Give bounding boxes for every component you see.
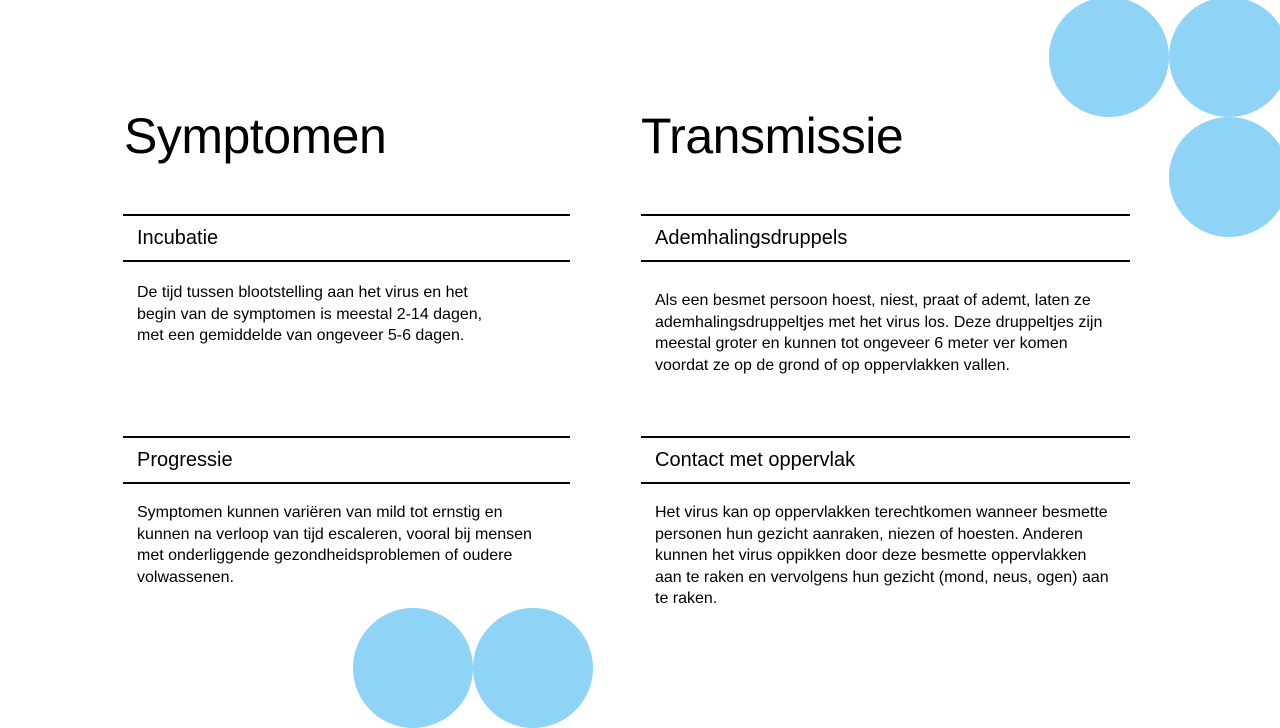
section-title: Contact met oppervlak <box>641 436 1130 484</box>
incubatie-section <box>123 214 570 347</box>
section-body: Het virus kan op oppervlakken terechtkomen wanneer besmette personen hun gezicht aanraken, niezen of hoesten. Anderen kunnen het virus oppikken door deze besmette oppervlakken aan te raken en vervolgens hun gezicht (mond, neus, ogen) aan te raken. <box>655 504 1109 607</box>
decorative-circle <box>1169 0 1280 117</box>
decorative-circle <box>1169 117 1280 237</box>
section-title: Ademhalingsdruppels <box>641 214 1130 262</box>
section-title: Progressie <box>123 436 570 484</box>
progressie-section <box>123 436 570 588</box>
section-body: De tijd tussen blootstelling aan het virus en het begin van de symptomen is meestal 2-14 dagen, met een gemiddelde van ongeveer 5-6 dagen. <box>137 284 483 344</box>
ademhalingsdruppels-section <box>641 214 1130 376</box>
section-body: Symptomen kunnen variëren van mild tot ernstig en kunnen na verloop van tijd escaleren, vooral bij mensen met onderliggende gezondheidsproblemen of oudere volwassenen. <box>137 504 532 586</box>
contact-met-oppervlak-section <box>641 436 1130 610</box>
section-title: Incubatie <box>123 214 570 262</box>
decorative-circle <box>353 608 473 728</box>
section-body: Als een besmet persoon hoest, niest, praat of ademt, laten ze ademhalingsdruppeltjes met het virus los. Deze druppeltjes zijn meestal groter en kunnen tot ongeveer 6 meter ver komen voordat ze op de grond of op oppervlakken vallen. <box>655 292 1103 374</box>
decorative-circle <box>1049 0 1169 117</box>
transmissie-heading: Transmissie <box>641 108 904 164</box>
symptomen-heading: Symptomen <box>124 108 387 164</box>
decorative-circle <box>473 608 593 728</box>
